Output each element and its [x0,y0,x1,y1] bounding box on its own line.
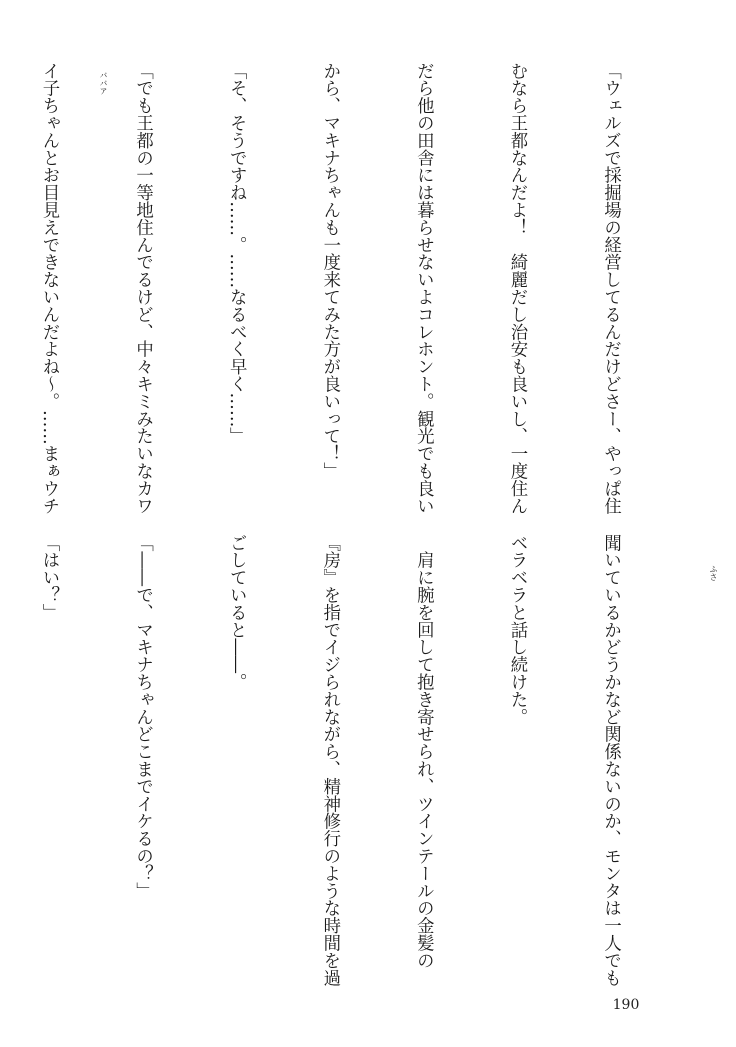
text-line: 「――で、マキナちゃんどこまでイケるの？」 [132,534,153,900]
text-line: だら他の田舎には暮らせないよコレホント。観光でも良い [413,62,434,515]
text-line: 「はい？」 [38,534,59,621]
ruby-baba: ババア [99,71,108,95]
text-line: から、マキナちゃんも一度来てみた方が良いって！」 [319,62,340,480]
text-line: 「でも王都の一等地住んでるけど、中々キミみたいなカワ [132,62,153,515]
text-line: ベラベラと話し続けた。 [506,534,527,726]
text-line: 『房』を指でイジられながら、精神修行のような時間を過 [319,534,340,987]
text-line: 肩に腕を回して抱き寄せられ、ツインテールの金髪の [413,534,434,969]
text-line: 「そ、そうですね……。……なるべく早く……」 [226,62,247,445]
text-line: 聞いているかどうかなど関係ないのか、モンタは一人でも [600,534,621,987]
text-line: むなら王都なんだよ！ 綺麗だし治安も良いし、一度住ん [506,62,527,515]
text-line: イ子ちゃんとお目見えできないんだよね～。……まぁウチ [38,62,59,515]
page-number: 190 [612,997,640,1013]
text-block-lower [38,534,688,987]
ruby-fusa: ふさ [709,565,718,581]
text-block-upper [38,62,688,515]
text-line: 「ウェルズで採掘場の経営してるんだけどさー、やっぱ住 [600,62,621,515]
text-line: ごしていると――。 [226,534,247,691]
